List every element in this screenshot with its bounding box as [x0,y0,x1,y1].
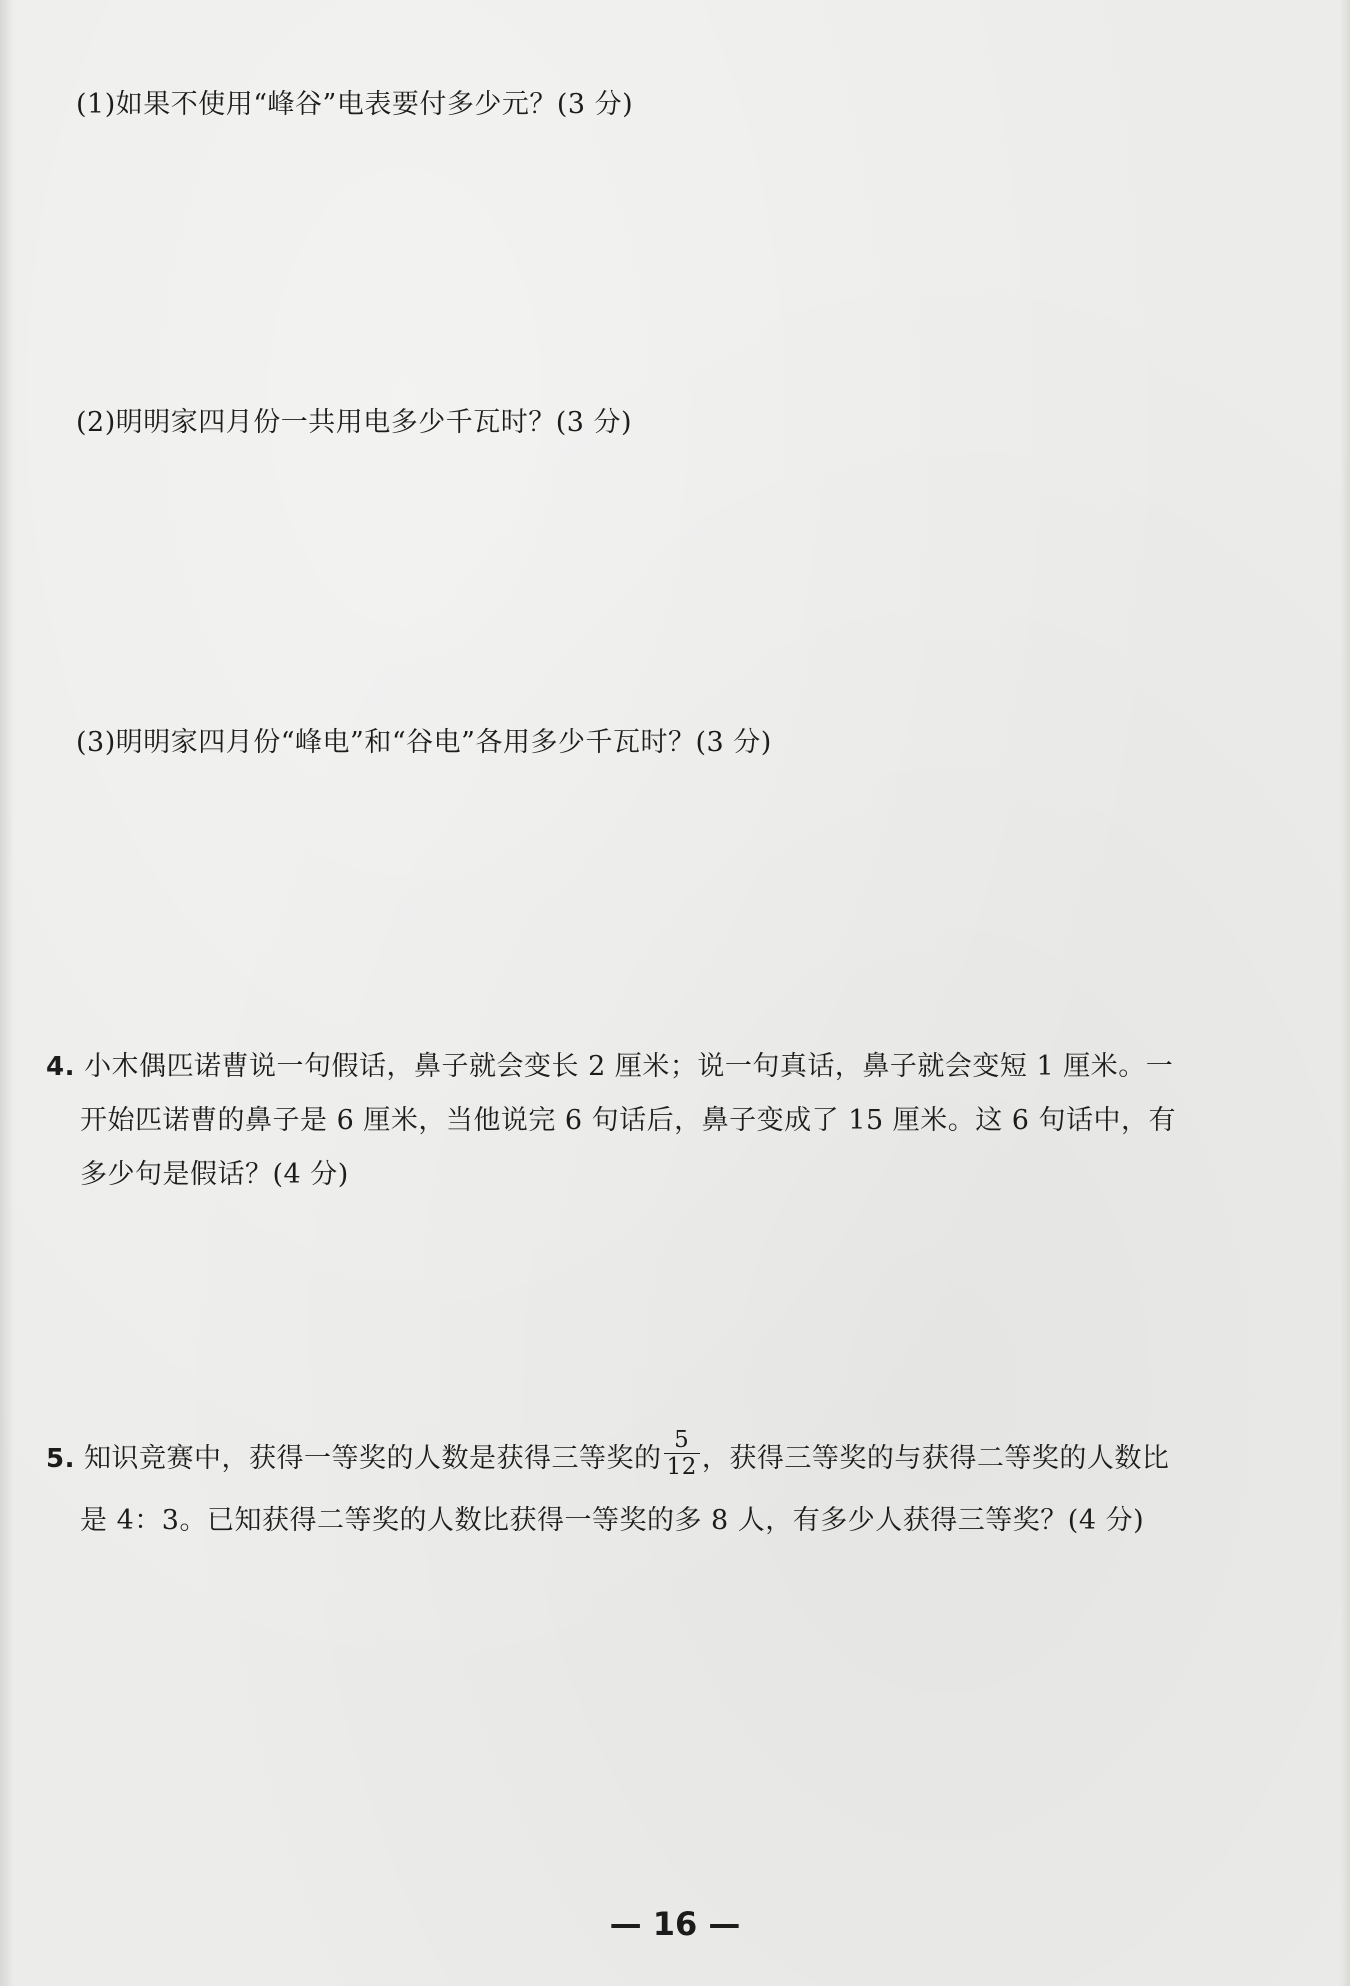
fraction-numerator: 5 [664,1427,700,1454]
question-4-line-3: 多少句是假话？(4 分) [80,1159,349,1190]
page-left-edge [0,0,14,1986]
page-number: — 16 — [609,1905,741,1943]
fraction-five-twelfths [664,1427,700,1480]
question-5-line-2: 是 4：3。已知获得二等奖的人数比获得一等奖的多 8 人，有多少人获得三等奖？(4 分) [80,1505,1145,1536]
question-4-line-1: 小木偶匹诺曹说一句假话，鼻子就会变长 2 厘米；说一句真话，鼻子就会变短 1 厘米。一 [84,1051,1174,1082]
question-5 [46,1427,1296,1548]
question-3-part-3: (3)明明家四月份“峰电”和“谷电”各用多少千瓦时？(3 分) [76,727,772,758]
question-4-number: 4. [46,1052,75,1082]
fraction-denominator: 12 [666,1454,697,1480]
question-3-part-2: (2)明明家四月份一共用电多少千瓦时？(3 分) [76,407,633,438]
page-right-edge [1340,0,1350,1986]
question-4-line-2: 开始匹诺曹的鼻子是 6 厘米，当他说完 6 句话后，鼻子变成了 15 厘米。这 6 句话中，有 [80,1105,1177,1136]
question-5-line-1-start: 知识竞赛中，获得一等奖的人数是获得三等奖的 [84,1443,662,1474]
question-5-line-1-end: ，获得三等奖的与获得二等奖的人数比 [701,1443,1170,1474]
question-3-part-1: (1)如果不使用“峰谷”电表要付多少元？(3 分) [76,89,634,120]
question-5-number: 5. [46,1444,75,1474]
question-4 [46,1040,1296,1202]
